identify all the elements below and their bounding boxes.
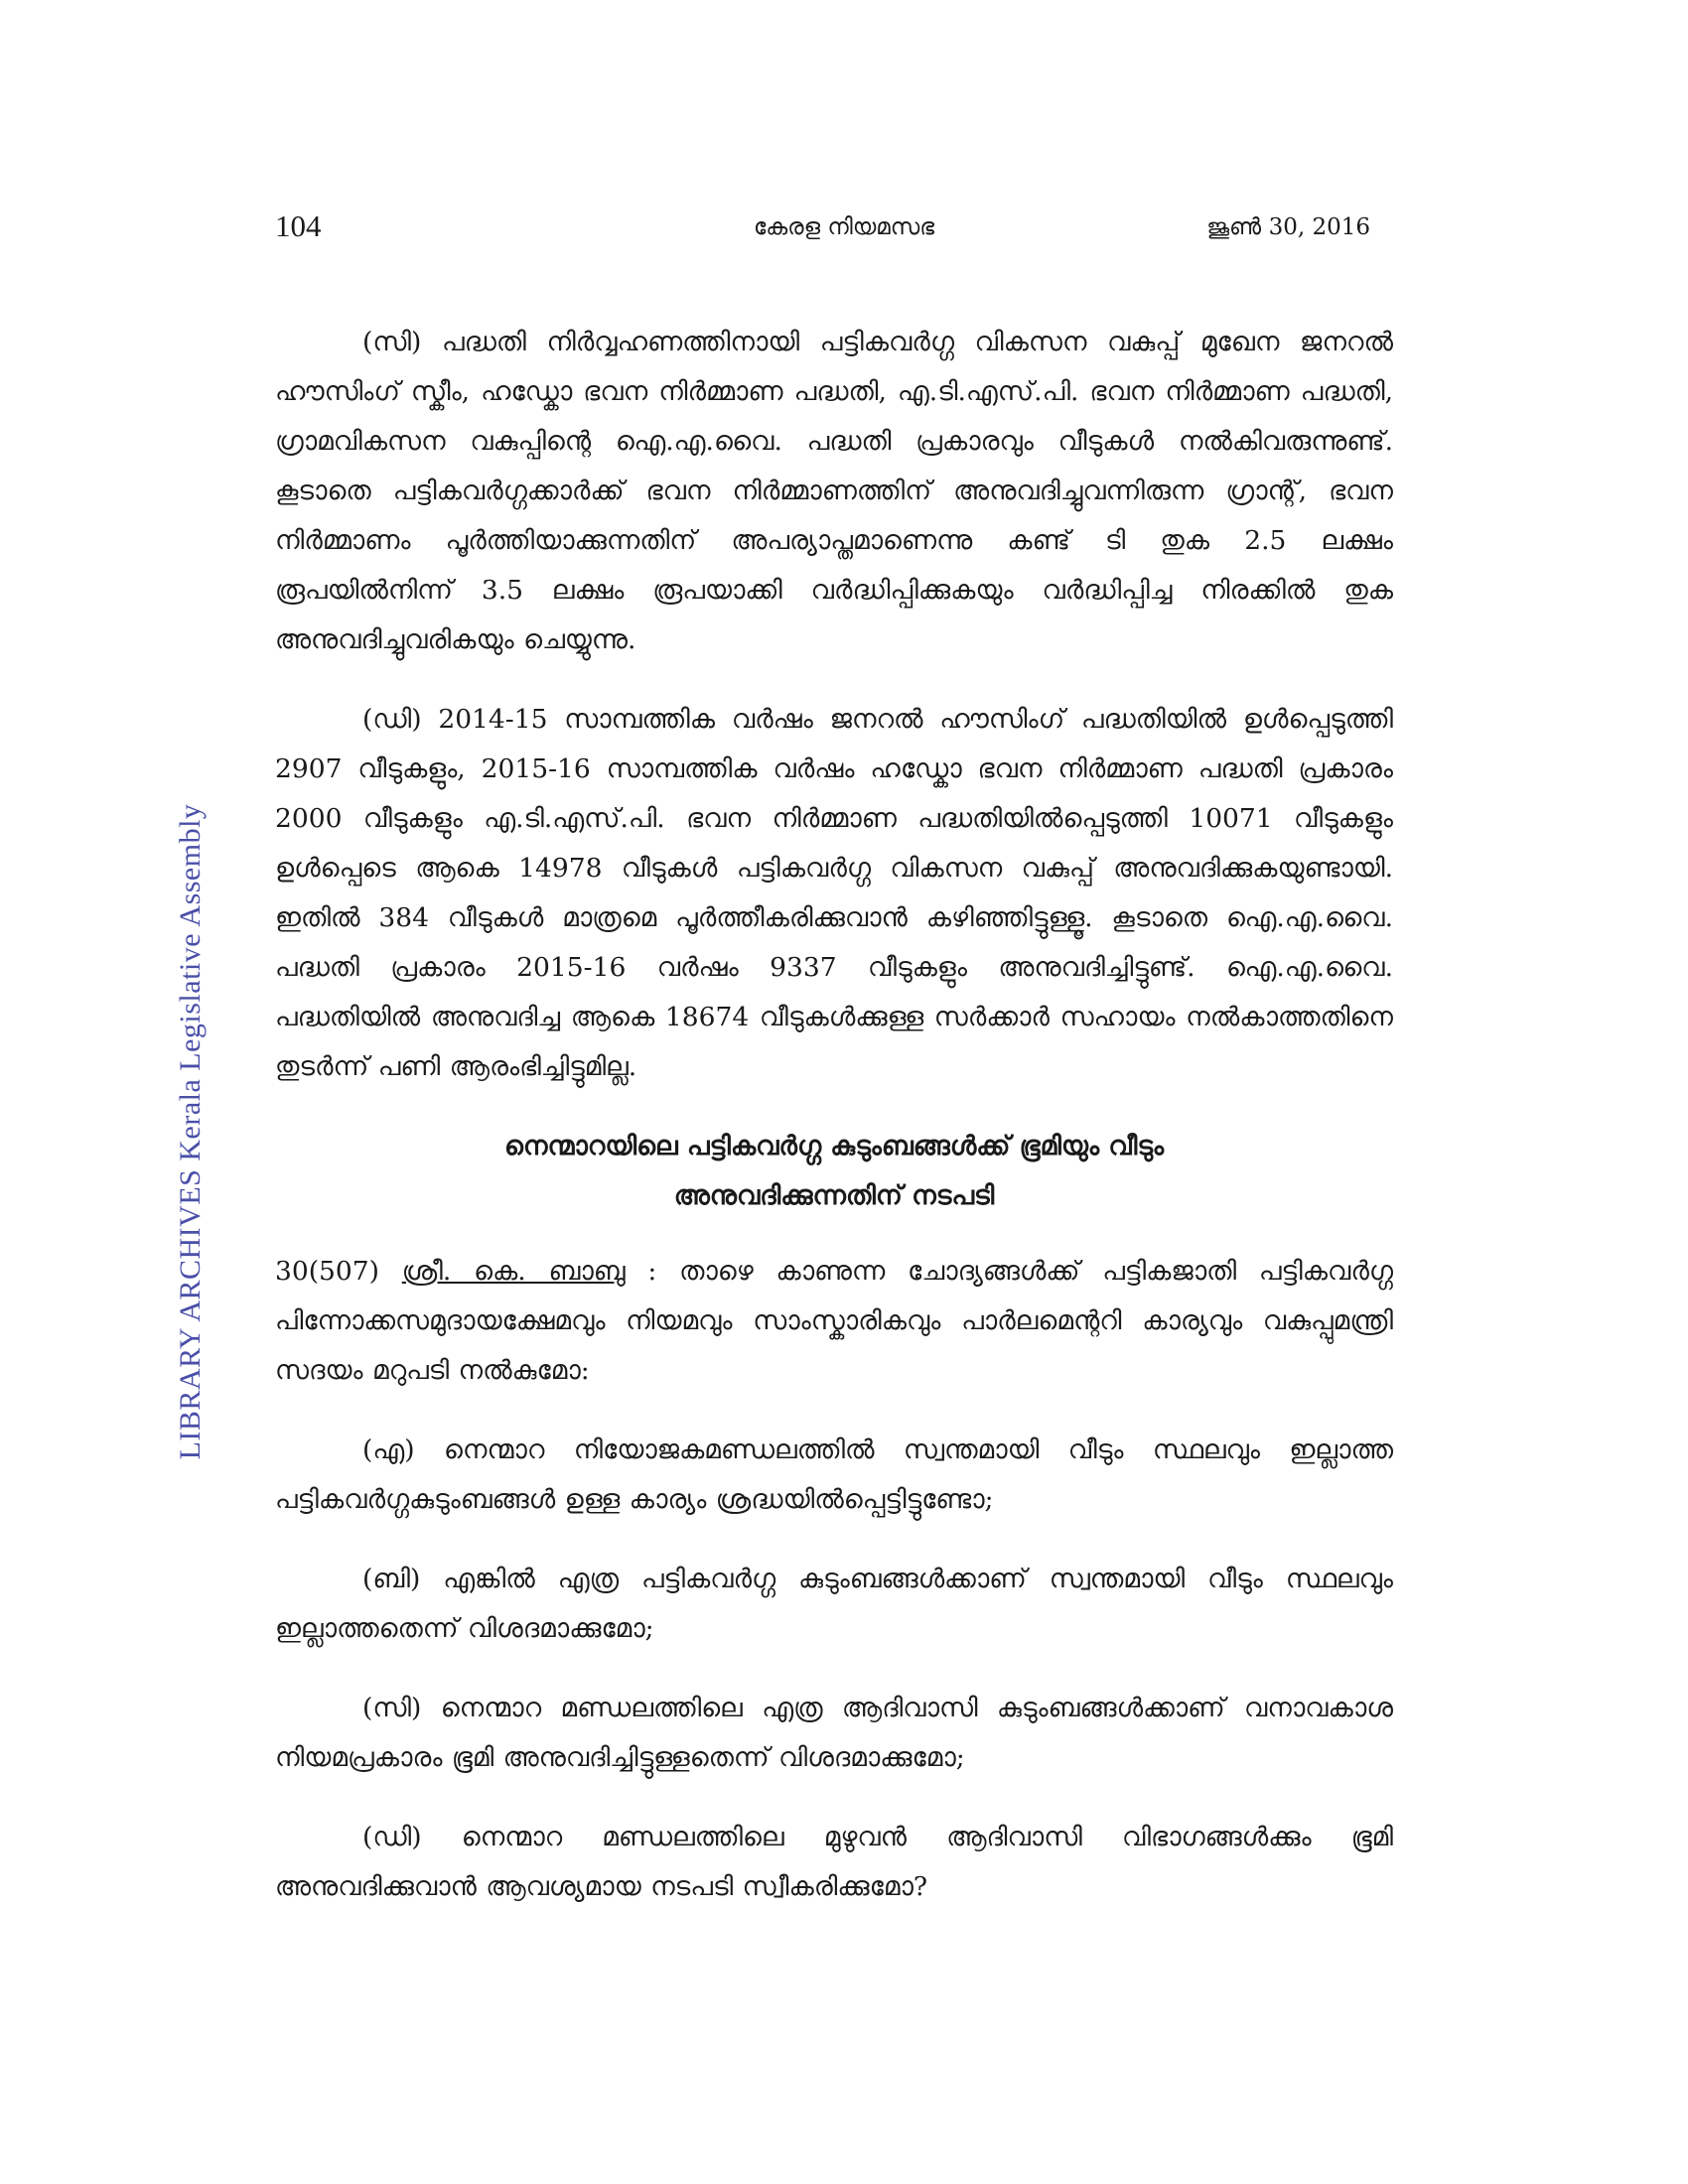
running-title: കേരള നിയമസഭ — [753, 214, 935, 240]
page-date: ജൂൺ 30, 2016 — [1206, 214, 1370, 240]
page-body — [275, 318, 1393, 1942]
question-item-b: (ബി) എങ്കിൽ എത്ര പട്ടികവർഗ്ഗ കുടുംബങ്ങൾക്കാണ് സ്വന്തമായി വീടും സ്ഥലവും ഇല്ലാത്തതെന്ന് വിശദമാക്കുമോ; — [275, 1564, 1393, 1644]
question-item-a: (എ) നെന്മാറ നിയോജകമണ്ഡലത്തിൽ സ്വന്തമായി വീടും സ്ഥലവും ഇല്ലാത്ത പട്ടികവർഗ്ഗകുടുംബങ്ങൾ ഉള്ള കാര്യം ശ്രദ്ധയിൽപ്പെട്ടിട്ടുണ്ടോ; — [275, 1434, 1393, 1515]
page-header — [0, 208, 1688, 248]
section-heading-line-1: നെന്മാറയിലെ പട്ടികവർഗ്ഗ കുടുംബങ്ങൾക്ക് ഭൂമിയും വീടും — [503, 1131, 1165, 1161]
archive-watermark: LIBRARY ARCHIVES Kerala Legislative Assembly — [174, 803, 207, 1460]
answer-paragraph-d: (ഡി) 2014-15 സാമ്പത്തിക വർഷം ജനറൽ ഹൗസിംഗ് പദ്ധതിയിൽ ഉൾപ്പെടുത്തി 2907 വീടുകളും, 2015-16 സാമ്പത്തിക വർഷം ഹഡ്കോ ഭവന നിർമ്മാണ പദ്ധതി പ്രകാരം 2000 വീടുകളും എ.ടി.എസ്.പി. ഭവന നിർമ്മാണ പദ്ധതിയിൽപ്പെടുത്തി 10071 വീടുകളും ഉൾപ്പെടെ ആകെ 14978 വീടുകൾ പട്ടികവർഗ്ഗ വികസന വകുപ്പ് അനുവദിക്കുകയുണ്ടായി. ഇതിൽ 384 വീടുകൾ മാത്രമെ പൂർത്തീകരിക്കുവാൻ കഴിഞ്ഞിട്ടുള്ളൂ. കൂടാതെ ഐ.എ.വൈ. പദ്ധതി പ്രകാരം 2015-16 വർഷം 9337 വീടുകളും അനുവദിച്ചിട്ടുണ്ട്. ഐ.എ.വൈ. പദ്ധതിയിൽ അനുവദിച്ച ആകെ 18674 വീടുകൾക്കുള്ള സർക്കാർ സഹായം നൽകാത്തതിനെ തുടർന്ന് പണി ആരംഭിച്ചിട്ടുമില്ല. — [275, 704, 1393, 1082]
question-item-d: (ഡി) നെന്മാറ മണ്ഡലത്തിലെ മുഴുവൻ ആദിവാസി വിഭാഗങ്ങൾക്കും ഭൂമി അനുവദിക്കുവാൻ ആവശ്യമായ നടപടി സ്വീകരിക്കുമോ? — [275, 1822, 1393, 1902]
question-intro — [275, 1247, 1393, 1396]
section-heading — [275, 1122, 1393, 1221]
question-intro-text: : താഴെ കാണുന്ന ചോദ്യങ്ങൾക്ക് പട്ടികജാതി പട്ടികവർഗ്ഗ പിന്നോക്കസമുദായക്ഷേമവും നിയമവും സാംസ്കാരികവും പാർലമെന്ററി കാര്യവും വകുപ്പുമന്ത്രി സദയം മറുപടി നൽകുമോ: — [275, 1256, 1393, 1386]
question-number: 30(507) — [275, 1256, 379, 1287]
page-number: 104 — [275, 208, 322, 243]
section-heading-line-2: അനുവദിക്കുന്നതിന് നടപടി — [673, 1180, 995, 1211]
answer-paragraph-c: (സി) പദ്ധതി നിർവ്വഹണത്തിനായി പട്ടികവർഗ്ഗ വികസന വകുപ്പ് മുഖേന ജനറൽ ഹൗസിംഗ് സ്കീം, ഹഡ്കോ ഭവന നിർമ്മാണ പദ്ധതി, എ.ടി.എസ്.പി. ഭവന നിർമ്മാണ പദ്ധതി, ഗ്രാമവികസന വകുപ്പിന്റെ ഐ.എ.വൈ. പദ്ധതി പ്രകാരവും വീടുകൾ നൽകിവരുന്നുണ്ട്. കൂടാതെ പട്ടികവർഗ്ഗക്കാർക്ക് ഭവന നിർമ്മാണത്തിന് അനുവദിച്ചുവന്നിരുന്ന ഗ്രാന്റ്, ഭവന നിർമ്മാണം പൂർത്തിയാക്കുന്നതിന് അപര്യാപ്തമാണെന്നു കണ്ട് ടി തുക 2.5 ലക്ഷം രൂപയിൽനിന്ന് 3.5 ലക്ഷം രൂപയാക്കി വർദ്ധിപ്പിക്കുകയും വർദ്ധിപ്പിച്ച നിരക്കിൽ തുക അനുവദിച്ചുവരികയും ചെയ്യുന്നു. — [275, 327, 1393, 655]
question-item-c: (സി) നെന്മാറ മണ്ഡലത്തിലെ എത്ര ആദിവാസി കുടുംബങ്ങൾക്കാണ് വനാവകാശ നിയമപ്രകാരം ഭൂമി അനുവദിച്ചിട്ടുള്ളതെന്ന് വിശദമാക്കുമോ; — [275, 1693, 1393, 1773]
member-name: ശ്രീ. കെ. ബാബു — [401, 1256, 626, 1287]
